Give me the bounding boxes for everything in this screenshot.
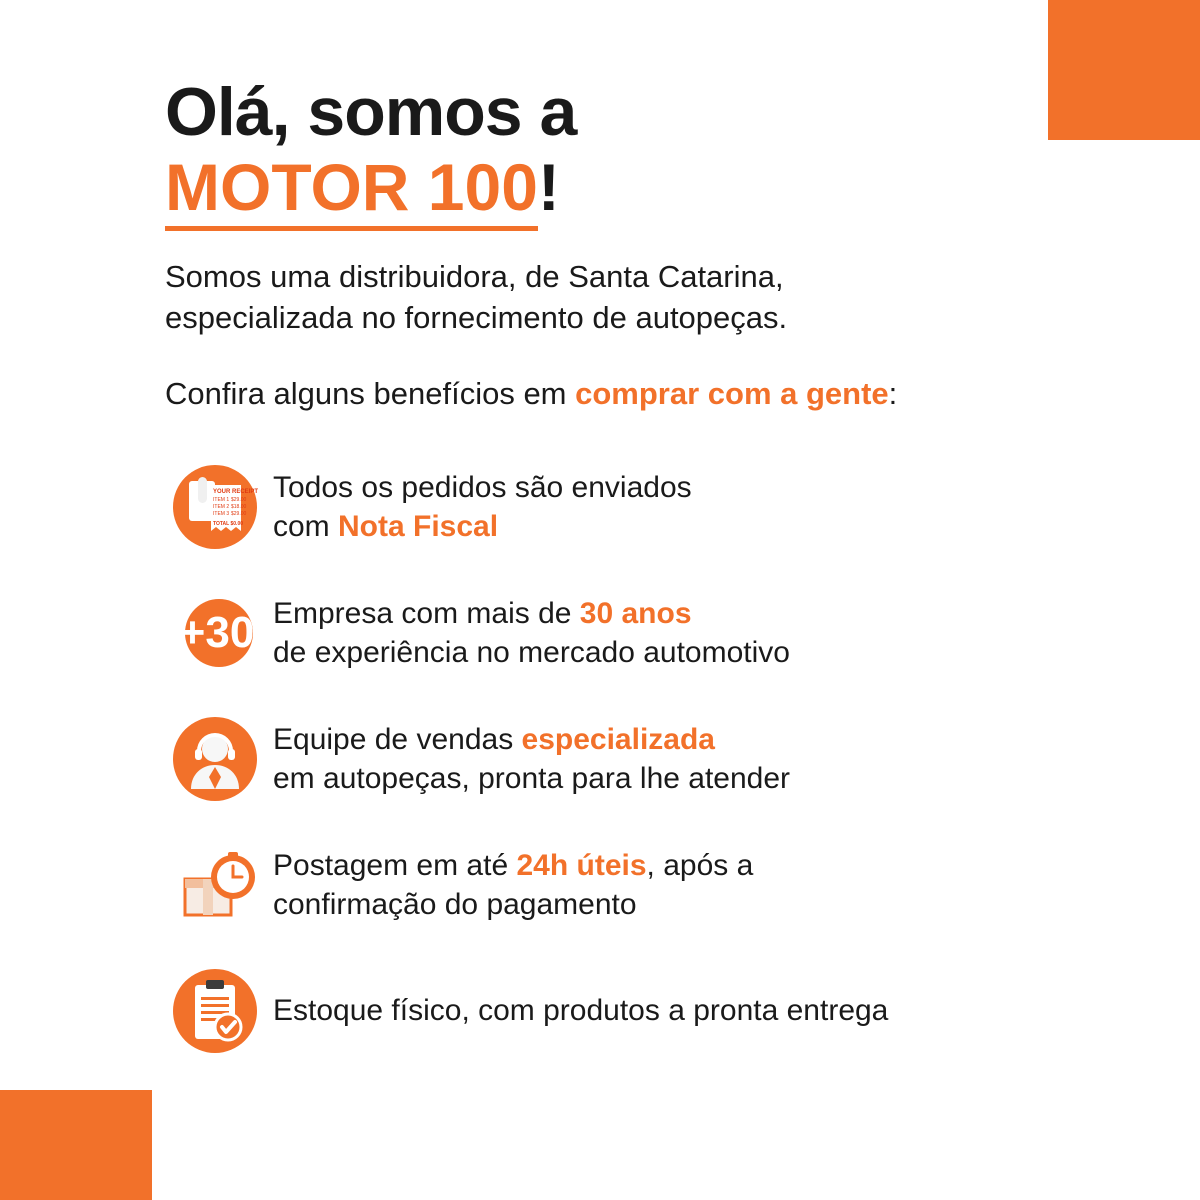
svg-text:$29.00: $29.00	[231, 496, 247, 503]
benefit-1-line1: Todos os pedidos são enviados	[273, 470, 692, 504]
list-item-text	[265, 594, 790, 672]
list-item-text	[265, 720, 790, 798]
decorative-square-bottom-left	[0, 1090, 152, 1200]
intro-line-1: Somos uma distribuidora, de Santa Catarina,	[165, 258, 784, 294]
benefit-5-line1: Estoque físico, com produtos a pronta entrega	[273, 994, 889, 1028]
list-item	[165, 709, 1065, 809]
benefit-1-line2-prefix: com	[273, 509, 339, 543]
package-stopwatch-icon	[165, 835, 265, 935]
svg-text:YOUR RECEIPT: YOUR RECEIPT	[213, 488, 259, 495]
benefit-2-line1-prefix: Empresa com mais de	[273, 596, 580, 630]
list-item	[165, 457, 1065, 557]
decorative-square-top-right	[1048, 0, 1200, 140]
intro-paragraph	[165, 257, 1065, 339]
benefits-list	[165, 457, 1065, 1061]
benefit-1-highlight: Nota Fiscal	[338, 509, 499, 543]
benefit-3-line2: em autopeças, pronta para lhe atender	[273, 761, 791, 795]
benefit-4-line1-prefix: Postagem em até	[273, 848, 517, 882]
list-item-text	[265, 991, 888, 1030]
page-title: Olá, somos a	[165, 74, 577, 150]
benefit-4-line2: confirmação do pagamento	[273, 887, 637, 921]
svg-text:ITEM 2: ITEM 2	[213, 503, 230, 510]
intro-line-2: especializada no fornecimento de autopeças.	[165, 299, 788, 335]
svg-text:$29.00: $29.00	[231, 510, 247, 517]
plus-30-badge-icon	[165, 583, 265, 683]
benefit-2-highlight: 30 anos	[579, 596, 692, 630]
list-item-text	[265, 846, 753, 924]
headset-agent-icon	[165, 709, 265, 809]
list-item	[165, 961, 1065, 1061]
svg-text:$18.00: $18.00	[231, 503, 247, 510]
svg-text:+30: +30	[179, 607, 255, 657]
benefits-lead-in-suffix: :	[888, 376, 898, 412]
content-area	[165, 74, 1065, 1087]
clipboard-check-icon	[165, 961, 265, 1061]
list-item-text	[265, 468, 692, 546]
benefits-lead-in-prefix: Confira alguns benefícios em	[165, 376, 576, 412]
benefits-lead-in-highlight: comprar com a gente	[575, 376, 889, 412]
benefit-4-line1-suffix: , após a	[646, 848, 754, 882]
receipt-icon	[165, 457, 265, 557]
list-item	[165, 835, 1065, 935]
svg-text:TOTAL $0.00: TOTAL $0.00	[213, 520, 244, 527]
benefit-2-line2: de experiência no mercado automotivo	[273, 635, 790, 669]
benefit-3-line1-prefix: Equipe de vendas	[273, 722, 522, 756]
list-item	[165, 583, 1065, 683]
brand-name: MOTOR 100	[165, 150, 538, 231]
benefit-3-highlight: especializada	[521, 722, 715, 756]
brand-exclamation: !	[537, 150, 560, 225]
brand-title	[165, 150, 1065, 225]
benefit-4-highlight: 24h úteis	[516, 848, 647, 882]
svg-text:ITEM 3: ITEM 3	[213, 510, 230, 517]
benefits-lead-in	[165, 374, 1065, 414]
svg-text:ITEM 1: ITEM 1	[213, 496, 230, 503]
